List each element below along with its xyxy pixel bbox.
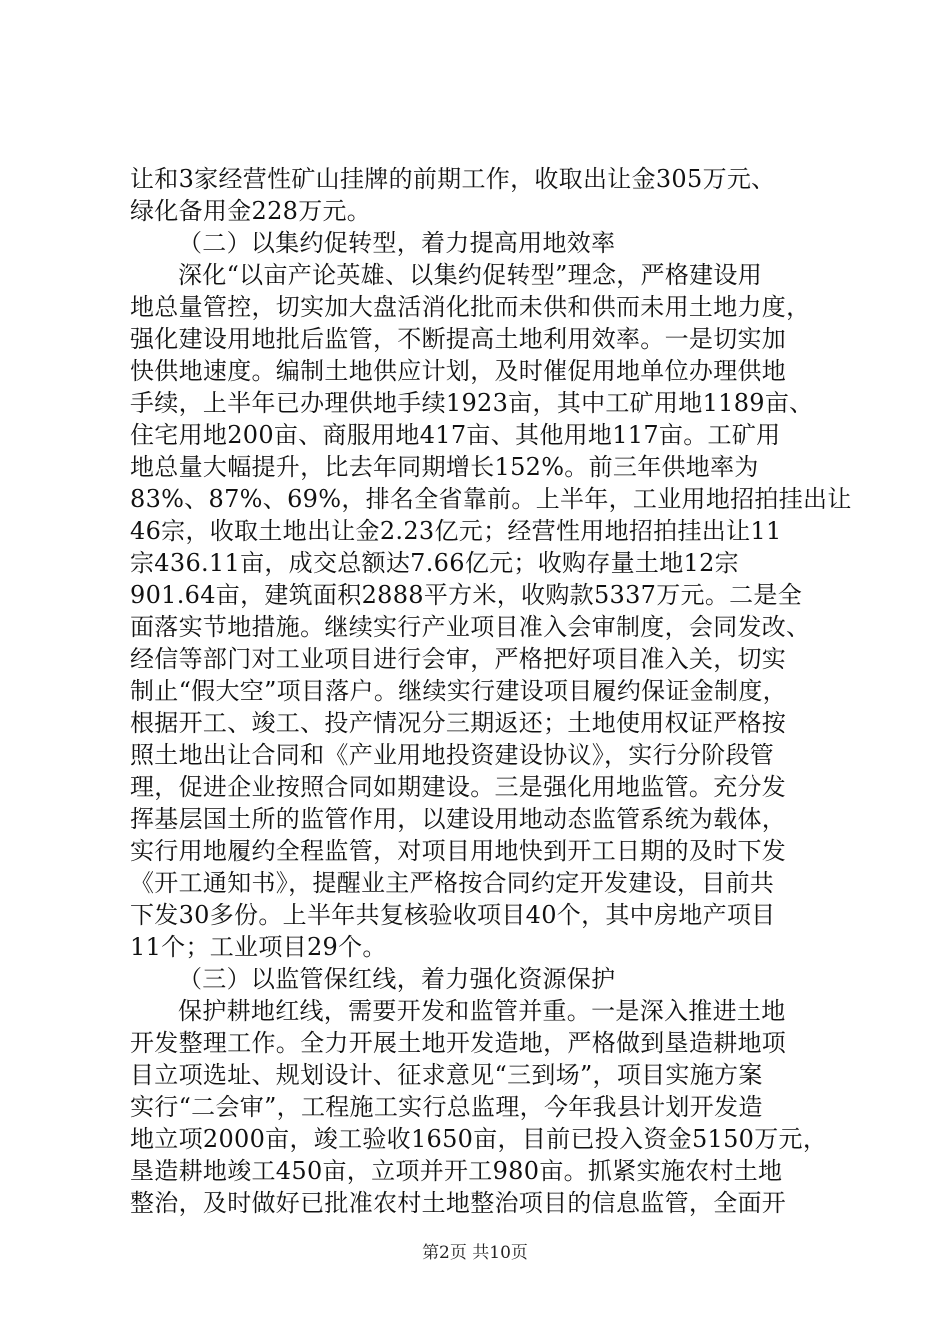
body-text-line: 挥基层国土所的监管作用，以建设用地动态监管系统为载体， [130,805,787,833]
body-text-line: 强化建设用地批后监管，不断提高土地利用效率。一是切实加 [130,325,787,353]
body-text-line: 制止“假大空”项目落户。继续实行建设项目履约保证金制度， [130,677,787,705]
section-heading-3: （三）以监管保红线，着力强化资源保护 [178,965,616,993]
body-text-line: 实行用地履约全程监管，对项目用地快到开工日期的及时下发 [130,837,787,865]
body-text-line: 整治，及时做好已批准农村土地整治项目的信息监管，全面开 [130,1189,787,1217]
body-text-line: 理，促进企业按照合同如期建设。三是强化用地监管。充分发 [130,773,787,801]
body-text-line: 让和3家经营性矿山挂牌的前期工作，收取出让金305万元、 [130,165,776,193]
body-text-line: 手续，上半年已办理供地手续1923亩，其中工矿用地1189亩、 [130,389,814,417]
body-text-line: 经信等部门对工业项目进行会审，严格把好项目准入关，切实 [130,645,787,673]
body-text-line: 地总量管控，切实加大盘活消化批而未供和供而未用土地力度， [130,293,811,321]
body-text-line: 根据开工、竣工、投产情况分三期返还；土地使用权证严格按 [130,709,787,737]
body-text-line: 下发30多份。上半年共复核验收项目40个，其中房地产项目 [130,901,776,929]
body-text-line: 开发整理工作。全力开展土地开发造地，严格做到垦造耕地项 [130,1029,787,1057]
body-text-line: 绿化备用金228万元。 [130,197,372,225]
body-text-line: 《开工通知书》，提醒业主严格按合同约定开发建设，目前共 [130,869,775,897]
body-text-line: 实行“二会审”，工程施工实行总监理，今年我县计划开发造 [130,1093,763,1121]
body-text-line: 住宅用地200亩、商服用地417亩、其他用地117亩。工矿用 [130,421,781,449]
body-text-line: 目立项选址、规划设计、征求意见“三到场”，项目实施方案 [130,1061,763,1089]
body-text-line: 11个；工业项目29个。 [130,933,387,961]
body-text-line: 照土地出让合同和《产业用地投资建设协议》，实行分阶段管 [130,741,775,769]
section-heading-2: （二）以集约促转型，着力提高用地效率 [178,229,616,257]
body-text-line: 面落实节地措施。继续实行产业项目准入会审制度，会同发改、 [130,613,811,641]
body-text-line: 地立项2000亩，竣工验收1650亩，目前已投入资金5150万元， [130,1125,828,1153]
body-text-line: 垦造耕地竣工450亩，立项并开工980亩。抓紧实施农村土地 [130,1157,783,1185]
body-text-line: 快供地速度。编制土地供应计划，及时催促用地单位办理供地 [130,357,787,385]
body-text-line: 地总量大幅提升，比去年同期增长152%。前三年供地率为 [130,453,759,481]
paragraph-first-line: 保护耕地红线，需要开发和监管并重。一是深入推进土地 [178,997,786,1025]
body-text-line: 83%、87%、69%，排名全省靠前。上半年，工业用地招拍挂出让 [130,485,852,513]
paragraph-first-line: 深化“以亩产论英雄、以集约促转型”理念，严格建设用 [178,261,763,289]
body-text-line: 46宗，收取土地出让金2.23亿元；经营性用地招拍挂出让11 [130,517,782,545]
body-text-line: 宗436.11亩，成交总额达7.66亿元；收购存量土地12宗 [130,549,739,577]
page-number-footer: 第2页 共10页 [422,1243,528,1263]
body-text-line: 901.64亩，建筑面积2888平方米，收购款5337万元。二是全 [130,581,803,609]
